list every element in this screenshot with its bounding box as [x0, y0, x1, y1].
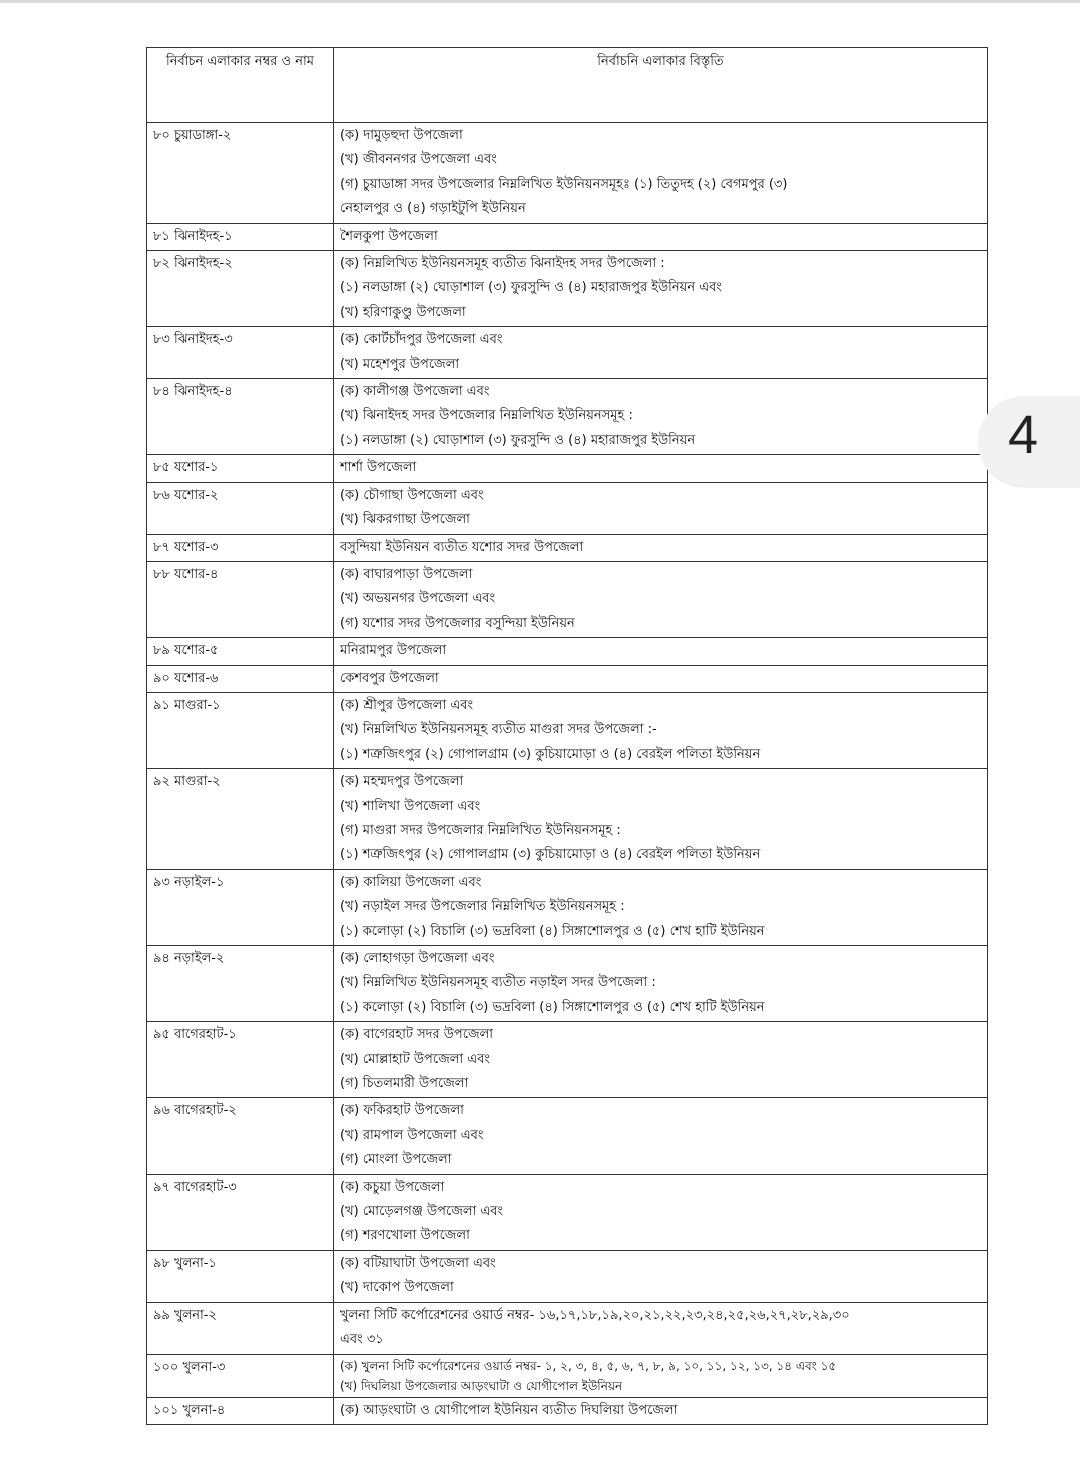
table-row: [147, 692, 988, 768]
constituency-name: ৮১ ঝিনাইদহ-১: [147, 223, 334, 250]
extent-line: (ক) নিম্নলিখিত ইউনিয়নসমূহ ব্যতীত ঝিনাইদহ সদর উপজেলা :: [340, 256, 665, 272]
extent-line: (ক) বাঘারপাড়া উপজেলা: [340, 566, 473, 582]
constituency-extent: [334, 665, 988, 692]
constituency-extent: [334, 1250, 988, 1302]
constituency-name: ৯৪ নড়াইল-২: [147, 946, 334, 1022]
constituency-extent: [334, 561, 988, 637]
constituency-name: ৮৭ যশোর-৩: [147, 534, 334, 561]
extent-line: (১) কলোড়া (২) বিচালি (৩) ভদ্রবিলা (৪) সিঙ্গাশোলপুর ও (৫) শেখ হাটি ইউনিয়ন: [340, 999, 765, 1015]
constituency-extent: [334, 946, 988, 1022]
extent-line: (ক) কালীগঞ্জ উপজেলা এবং: [340, 384, 490, 400]
extent-line: (ক) কালিয়া উপজেলা এবং: [340, 874, 482, 890]
table-header-row: [147, 48, 988, 123]
constituency-name: ৮৮ যশোর-৪: [147, 561, 334, 637]
extent-line: (খ) নিম্নলিখিত ইউনিয়নসমূহ ব্যতীত মাগুরা সদর উপজেলা :-: [340, 722, 657, 738]
extent-line: মনিরামপুর উপজেলা: [340, 643, 447, 659]
table-row: [147, 946, 988, 1022]
constituency-name: ৯২ মাগুরা-২: [147, 769, 334, 870]
constituency-name: ৯৭ বাগেরহাট-৩: [147, 1174, 334, 1250]
extent-line: (খ) অভয়নগর উপজেলা এবং: [340, 591, 496, 607]
table-row: [147, 561, 988, 637]
extent-line: (১) শত্রুজিৎপুর (২) গোপালগ্রাম (৩) কুচিয়ামোড়া ও (৪) বেরইল পলিতা ইউনিয়ন: [340, 847, 761, 863]
extent-line: এবং ৩১: [340, 1332, 384, 1348]
table-row: [147, 534, 988, 561]
extent-line: (ক) চৌগাছা উপজেলা এবং: [340, 487, 484, 503]
extent-line: (ক) ফকিরহাট উপজেলা: [340, 1103, 464, 1119]
table-row: [147, 327, 988, 379]
extent-line: (ক) বাগেরহাট সদর উপজেলা: [340, 1027, 494, 1043]
extent-line: (ক) লোহাগড়া উপজেলা এবং: [340, 951, 495, 966]
constituency-extent: [334, 223, 988, 250]
extent-line: খুলনা সিটি কর্পোরেশনের ওয়ার্ড নম্বর- ১৬,১৭,১৮,১৯,২০,২১,২২,২৩,২৪,২৫,২৬,২৭,২৮,২৯,৩০: [340, 1307, 850, 1323]
constituency-name: ৯৩ নড়াইল-১: [147, 869, 334, 945]
constituency-extent: [334, 1098, 988, 1174]
extent-line: শার্শা উপজেলা: [340, 460, 417, 476]
table-row: [147, 482, 988, 534]
constituency-name: ৮৪ ঝিনাইদহ-৪: [147, 379, 334, 455]
extent-line: (ক) খুলনা সিটি কর্পোরেশনের ওয়ার্ড নম্বর- ১, ২, ৩, ৪, ৫, ৬, ৭, ৮, ৯, ১০, ১১, ১২, ১৩, ১৪ এবং ১৫: [340, 1358, 837, 1373]
constituency-extent: [334, 692, 988, 768]
header-constituency-extent: নির্বাচনি এলাকার বিস্তৃতি: [334, 48, 988, 123]
extent-line: (ক) কোর্টচাঁদপুর উপজেলা এবং: [340, 332, 503, 348]
extent-line: (ক) শ্রীপুর উপজেলা এবং: [340, 697, 474, 713]
constituency-name: ৮৬ যশোর-২: [147, 482, 334, 534]
table-row: [147, 123, 988, 224]
constituency-extent: [334, 1174, 988, 1250]
table-row: [147, 1250, 988, 1302]
page-number: 4: [1008, 405, 1039, 465]
table-row: [147, 1354, 988, 1397]
table-row: [147, 1302, 988, 1354]
extent-line: (ক) বটিয়াঘাটা উপজেলা এবং: [340, 1255, 496, 1271]
constituency-name: ৮৯ যশোর-৫: [147, 638, 334, 665]
extent-line: কেশবপুর উপজেলা: [340, 670, 439, 686]
constituency-extent: [334, 769, 988, 870]
extent-line: (গ) শরণখোলা উপজেলা: [340, 1228, 470, 1244]
table-body: [147, 123, 988, 1425]
extent-line: (ক) মহম্মদপুর উপজেলা: [340, 774, 464, 790]
extent-line: শৈলকুপা উপজেলা: [340, 228, 438, 244]
constituency-extent: [334, 638, 988, 665]
constituency-name: ৮০ চুয়াডাঙ্গা-২: [147, 123, 334, 224]
extent-line: (খ) ঝিনাইদহ সদর উপজেলার নিম্নলিখিত ইউনিয়নসমূহ :: [340, 408, 633, 424]
extent-line: (খ) দিঘলিয়া উপজেলার আড়ংঘাটা ও যোগীপোল ইউনিয়ন: [340, 1378, 623, 1393]
extent-line: (ক) আড়ংঘাটা ও যোগীপোল ইউনিয়ন ব্যতীত দিঘলিয়া উপজেলা: [340, 1402, 678, 1418]
constituency-name: ১০১ খুলনা-৪: [147, 1397, 334, 1424]
constituency-extent: [334, 534, 988, 561]
constituency-extent: [334, 1354, 988, 1397]
constituency-extent: [334, 327, 988, 379]
extent-line: (১) কলোড়া (২) বিচালি (৩) ভদ্রবিলা (৪) সিঙ্গাশোলপুর ও (৫) শেখ হাটি ইউনিয়ন: [340, 923, 765, 939]
extent-line: (খ) জীবননগর উপজেলা এবং: [340, 152, 497, 168]
extent-line: (খ) দাকোপ উপজেলা: [340, 1280, 454, 1296]
constituency-name: ৮৩ ঝিনাইদহ-৩: [147, 327, 334, 379]
constituency-extent: [334, 1397, 988, 1424]
table-row: [147, 251, 988, 327]
extent-line: (গ) চিতলমারী উপজেলা: [340, 1076, 469, 1092]
extent-line: (খ) শালিখা উপজেলা এবং: [340, 798, 481, 814]
table-row: [147, 638, 988, 665]
header-constituency-number-name: নির্বাচন এলাকার নম্বর ও নাম: [147, 48, 334, 123]
table-row: [147, 869, 988, 945]
table-row: [147, 1174, 988, 1250]
extent-line: (খ) মোল্লাহাট উপজেলা এবং: [340, 1051, 491, 1067]
extent-line: (ক) কচুয়া উপজেলা: [340, 1179, 445, 1195]
table-row: [147, 455, 988, 482]
extent-line: নেহালপুর ও (৪) গড়াইটুপি ইউনিয়ন: [340, 201, 526, 217]
extent-line: (গ) মাগুরা সদর উপজেলার নিম্নলিখিত ইউনিয়নসমূহ :: [340, 822, 621, 838]
table-row: [147, 665, 988, 692]
extent-line: (খ) মোড়েলগঞ্জ উপজেলা এবং: [340, 1204, 504, 1220]
table-row: [147, 1022, 988, 1098]
constituency-name: ৯০ যশোর-৬: [147, 665, 334, 692]
constituency-extent: [334, 1302, 988, 1354]
constituency-table: [146, 47, 988, 1425]
constituency-name: ৯৬ বাগেরহাট-২: [147, 1098, 334, 1174]
constituency-extent: [334, 455, 988, 482]
table-row: [147, 1098, 988, 1174]
constituency-extent: [334, 123, 988, 224]
extent-line: (খ) হরিণাকুণ্ডু উপজেলা: [340, 304, 466, 320]
constituency-name: ৯৯ খুলনা-২: [147, 1302, 334, 1354]
constituency-extent: [334, 251, 988, 327]
extent-line: (১) নলডাঙ্গা (২) ঘোড়াশাল (৩) ফুরসুন্দি ও (৪) মহারাজপুর ইউনিয়ন: [340, 432, 696, 448]
constituency-name: ৯১ মাগুরা-১: [147, 692, 334, 768]
top-divider: [0, 0, 1080, 3]
constituency-name: ৯৮ খুলনা-১: [147, 1250, 334, 1302]
table-row: [147, 379, 988, 455]
constituency-name: ৯৫ বাগেরহাট-১: [147, 1022, 334, 1098]
extent-line: (গ) যশোর সদর উপজেলার বসুন্দিয়া ইউনিয়ন: [340, 615, 575, 631]
constituency-extent: [334, 869, 988, 945]
table-row: [147, 223, 988, 250]
extent-line: (গ) মোংলা উপজেলা: [340, 1152, 452, 1168]
constituency-extent: [334, 379, 988, 455]
extent-line: (খ) রামপাল উপজেলা এবং: [340, 1127, 484, 1143]
extent-line: (খ) ঝিকরগাছা উপজেলা: [340, 512, 470, 528]
constituency-name: ৮৫ যশোর-১: [147, 455, 334, 482]
constituency-extent: [334, 482, 988, 534]
extent-line: (ক) দামুড়হুদা উপজেলা: [340, 128, 463, 143]
extent-line: (১) শত্রুজিৎপুর (২) গোপালগ্রাম (৩) কুচিয়ামোড়া ও (৪) বেরইল পলিতা ইউনিয়ন: [340, 746, 761, 762]
extent-line: (খ) মহেশপুর উপজেলা: [340, 356, 460, 372]
extent-line: বসুন্দিয়া ইউনিয়ন ব্যতীত যশোর সদর উপজেলা: [340, 539, 584, 555]
constituency-name: ৮২ ঝিনাইদহ-২: [147, 251, 334, 327]
constituency-name: ১০০ খুলনা-৩: [147, 1354, 334, 1397]
extent-line: (১) নলডাঙ্গা (২) ঘোড়াশাল (৩) ফুরসুন্দি ও (৪) মহারাজপুর ইউনিয়ন এবং: [340, 280, 722, 296]
table-row: [147, 1397, 988, 1424]
extent-line: (খ) নড়াইল সদর উপজেলার নিম্নলিখিত ইউনিয়নসমূহ :: [340, 899, 625, 915]
extent-line: (গ) চুয়াডাঙ্গা সদর উপজেলার নিম্নলিখিত ইউনিয়নসমূহঃ (১) তিতুদহ (২) বেগমপুর (৩): [340, 176, 788, 192]
constituency-extent: [334, 1022, 988, 1098]
page-number-badge: [978, 396, 1080, 488]
extent-line: (খ) নিম্নলিখিত ইউনিয়নসমূহ ব্যতীত নড়াইল সদর উপজেলা :: [340, 975, 656, 991]
table-row: [147, 769, 988, 870]
